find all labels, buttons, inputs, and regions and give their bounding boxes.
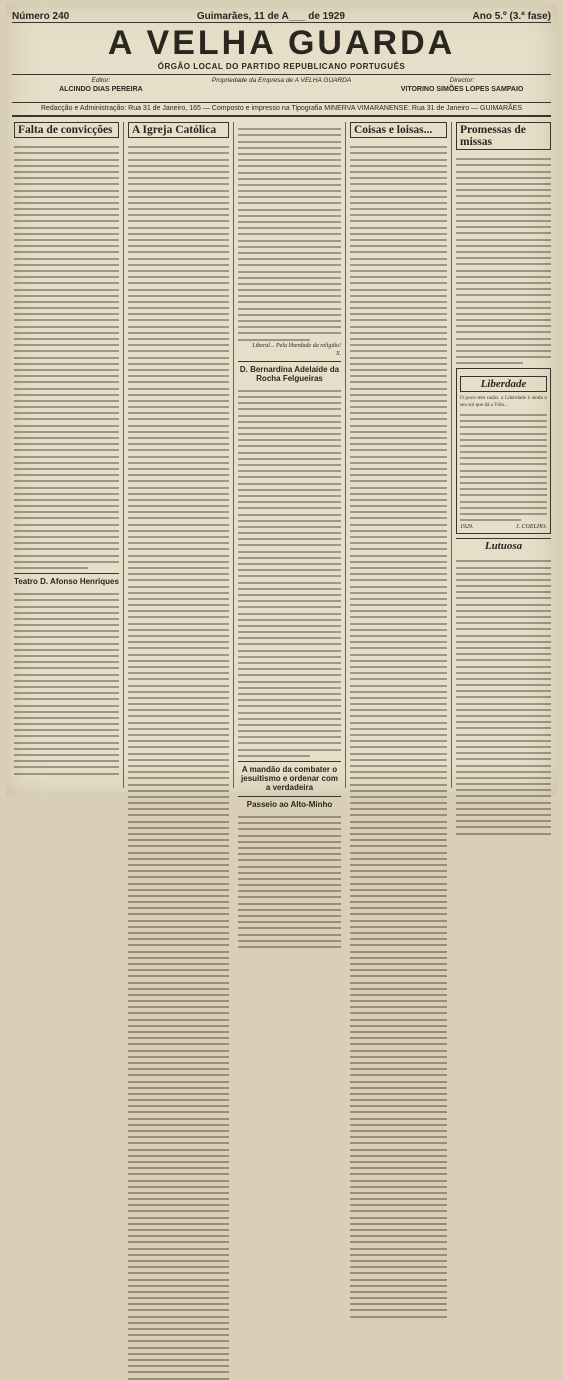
article-body [128,142,229,1380]
article-body [238,124,341,341]
text-line [456,358,523,364]
text-line [238,751,310,757]
column-2 [124,122,234,788]
newspaper-title: A VELHA GUARDA [107,24,456,62]
text-line [238,334,310,340]
article-heading: Promessas de missas [456,122,551,150]
column-4 [346,122,452,788]
owner-role: Propriedade da Empresa de A VELHA GUARDA [211,77,352,84]
editor-role: Editor: [91,77,111,84]
text-line [128,1373,229,1379]
column-5 [452,122,555,788]
article-heading: Lutuosa [456,538,551,553]
column-1 [10,122,124,788]
article-heading: Teatro D. Afonso Henriques [14,573,119,586]
article-body [14,142,119,569]
newspaper-subtitle: ÓRGÃO LOCAL DO PARTIDO REPUBLICANO PORTUGUÊS [157,62,406,71]
text-line [350,1311,447,1317]
box-year: 1929. [460,524,474,531]
article-heading: D. Bernardina Adelaide da Rocha Felgueiras [238,361,341,383]
article-body [14,589,119,775]
article-heading: Passeio ao Alto-Minho [238,796,341,809]
article-body [238,812,341,948]
issue-number: Número 240 [12,10,70,22]
article-heading: Coisas e loisas... [350,122,447,138]
note-line: A mandão da combater o jesuitismo e ordenar com a verdadeira [238,761,341,792]
text-line [14,563,88,569]
text-line [238,942,341,948]
director-block [373,77,551,105]
liberdade-box [456,368,551,534]
box-text: O povo tem razão: a Liberdade é ainda o seu sol que dá a Vida... [460,395,547,408]
article-signature-x: X. [335,350,341,357]
article-signature: Liberal... Pela liberdade da religião! [252,342,341,349]
owner-block [193,77,371,105]
newspaper-page [6,4,557,809]
staff-line [12,74,551,105]
box-body [460,410,547,521]
box-signature: J. COELHO. [515,524,547,531]
dateline: Guimarães, 11 de A___ de 1929 [196,10,345,22]
editor-block [12,77,190,105]
masthead-topline [12,10,551,23]
article-heading: Falta de convicções [14,122,119,138]
box-heading: Liberdade [460,376,547,392]
director-role: Director: [449,77,475,84]
redacao-line: Redacção e Administração: Rua 31 de Janeiro, 165 — Composto e impresso na Tipografia MINERVA VIMARANENSE: Rua 31 de Janeiro — GUIMARÃES [12,102,551,117]
text-line [14,768,119,774]
article-heading: A Igreja Católica [128,122,229,138]
text-line [456,828,551,834]
editor-name: ALCINDO DIAS PEREIRA [59,86,143,93]
column-3 [234,122,346,809]
article-body [350,142,447,1318]
article-body [456,556,551,834]
article-body [238,386,341,757]
box-footer [460,524,547,530]
year-label: Ano 5.º (3.ª fase) [472,10,551,22]
director-name: VITORINO SIMÕES LOPES SAMPAIO [400,86,524,93]
article-body [456,154,551,364]
text-line [460,515,521,521]
